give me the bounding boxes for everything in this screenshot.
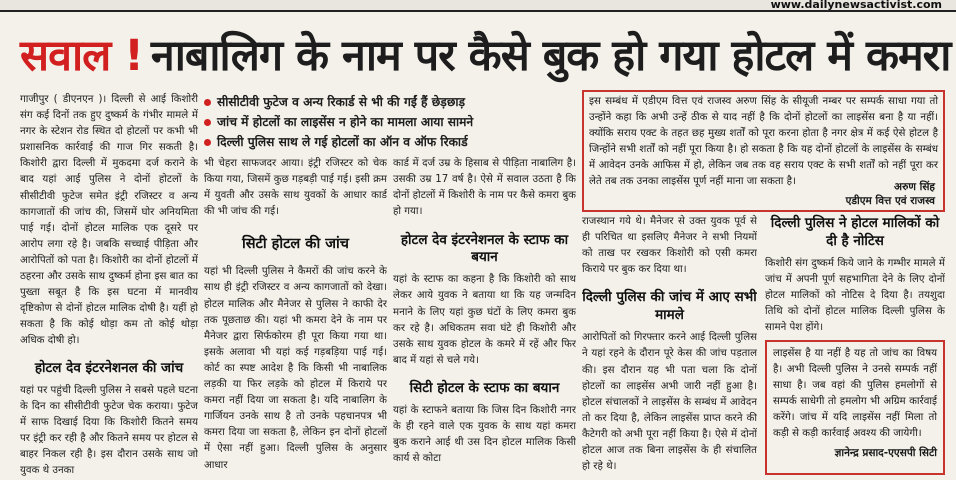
article-column-4	[582, 214, 757, 476]
article-column-5	[765, 214, 945, 336]
col3-subhead: होटल देव इंटरनेशनल के स्टाफ का बयान	[400, 232, 569, 266]
col3-body: यहां के स्टाफ का कहना है कि किशोरी को साथ लेकर आये युवक ने बताया था कि यह जन्मदिन मनाने के लिए यहां कुछ घंटों के लिए कमरा बुक कर रहे है। अधिकतम सवा घंटे ही किशोरी और उसके साथ युवक होटल के कमरे में रहें और फिर बाद में यहां से चले गये।	[393, 274, 576, 366]
col1-subhead: होटल देव इंटरनेशनल की जांच	[34, 359, 184, 376]
col3-lead: कार्ड में दर्ज उम्र के हिसाब से पीड़िता नाबालिग है। उसकी उम्र 17 वर्ष है। ऐसे में सवाल उठता है कि दोनों होटलों में किशोरी के नाम पर कैसे कमरा बुक हो गया।	[393, 158, 576, 218]
headline	[0, 24, 956, 82]
col2-lead: भी चेहरा साफजदर आया। इंट्री रजिस्टर को चेक किया गया, जिसमें कुछ गड़बड़ी पाई गई। इसी क्रम में युवती और उसके साथ युवकों के आधार कार्ड की भी जांच की गई।	[204, 158, 387, 218]
highlight-item	[204, 132, 580, 152]
col3-subhead-2: सिटी होटल के स्टाफ का बयान	[409, 379, 560, 396]
headline-question: सवाल !	[20, 30, 143, 81]
bullet-dot-icon	[204, 139, 211, 146]
adm-quote-text: इस सम्बंध में एडीएम वित्त एवं राजस्व अरुण सिंह के सीयूजी नम्बर पर सम्पर्क साधा गया तो उन्होंने कहा कि अभी उन्हें ठीक से याद नहीं है कि दोनों होटलों का लाइसेंस बना है या नहीं। क्योंकि सराय एक्ट के तहत छह मुख्य शर्तों को पूरा करना होता है नगर क्षेत्र में कई ऐसे होटल है जिन्होंने सभी शर्तों को नहीं पूरा किया है। हो सकता है कि यह दोनों होटलों के लाइसेंस के सम्बंध में आवेदन उनके आफिस में हो, लेकिन जब तक वह सराय एक्ट के सभी शर्तों को नहीं पूरा कर लेते तब तक उनका लाइसेंस पूर्ण नहीं माना जा सकता है।	[589, 96, 938, 188]
highlights-list	[204, 92, 580, 152]
quote-box-adm	[582, 90, 945, 212]
col3-body-2: यहां के स्टाफने बताया कि जिस दिन किशोरी नगर के ही रहने वाले एक युवक के साथ यहां कमरा बुक कराने आई थी उस दिन होटल मालिक किसी कार्य से कोटा	[393, 404, 576, 465]
adm-signature	[846, 180, 935, 208]
asp-quote-text: लाइसेंस है या नहीं है यह तो जांच का विषय है। अभी दिल्ली पुलिस ने उनसे सम्पर्क नहीं साधा है। जब वहां की पुलिस हमलोगों से सम्पर्क साधेगी तो हमलोग भी अग्रिम कार्रवाई करेंगे। जांच में यदि लाइसेंस नहीं मिला तो कड़ी से कड़ी कार्रवाई अवश्य की जायेगी।	[773, 348, 937, 440]
col2-subhead: सिटी होटल की जांच	[242, 236, 349, 253]
bullet-dot-icon	[204, 119, 211, 126]
article-column-3	[393, 156, 576, 476]
col5-subhead: दिल्ली पुलिस ने होटल मालिकों को दी है नोटिस	[770, 215, 940, 249]
highlight-text: जांच में होटलों का लाइसेंस न होने का मामला आया सामने	[217, 115, 474, 129]
col2-body: यहां भी दिल्ली पुलिस ने कैमरों की जांच करने के साथ ही इंट्री रजिस्टर व अन्य कागजातों को देखा। होटल मालिक और मैनेजर से पुलिस ने काफी देर तक पूछताछ की। यहां भी कमरा देने के नाम पर मैनेजर द्वारा सिर्फकोरम ही पूरा किया गया था। इसके अलावा भी यहां कई गड़बड़िया पाई गई। कोर्ट का स्पष्ट आदेश है कि किसी भी नाबालिक लड़की या फिर लड़के को होटल में किराये पर कमरा नहीं दिया जा सकता है। यदि नाबालिग के गार्जियन उनके साथ है तो उनके पहचानपत्र भी कमरा दिया जा सकता है, लेकिन इन दोनों होटलों में ऐसा नहीं हुआ। दिल्ली पुलिस के अनुसार आधार	[204, 266, 387, 471]
highlight-text: सीसीटीवी फुटेज व अन्य रिकार्ड से भी की गईं हैं छेड़छाड़	[217, 95, 466, 109]
adm-name: अरुण सिंह	[894, 181, 935, 193]
article-column-1	[20, 92, 198, 476]
col4-lead: राजस्थान गये थे। मैनेजर से उक्त युवक पूर्व से ही परिचित था इसलिए मैनेजर ने सभी नियमों को ताख पर रखकर किशोरी को एसी कमरा किराये पर बुक कर दिया था।	[582, 216, 757, 276]
asp-signature: ज्ञानेन्द्र प्रसाद-एएसपी सिटी	[834, 446, 937, 459]
adm-title: एडीएम वित्त एवं राजस्व	[845, 195, 935, 207]
article-column-2	[204, 156, 387, 476]
top-strip	[0, 0, 956, 12]
col5-body: किशोरी संग दुष्कर्म किये जाने के गम्भीर मामले में जांच में अपनी पूर्ण सहभागिता देने के लिए दोनों होटल मालिकों को नोटिस दे दिया है। तयशुदा तिथि को दोनों होटल मालिक दिल्ली पुलिस के सामने पेश होंगे।	[765, 258, 945, 334]
site-url: www.dailynewsactivist.com	[770, 0, 942, 11]
highlight-text: दिल्ली पुलिस साथ ले गई होटलों का ऑन व ऑफ रिकार्ड	[217, 135, 468, 149]
highlight-item	[204, 92, 580, 112]
col4-subhead: दिल्ली पुलिस की जांच में आए सभी मामले	[582, 289, 757, 324]
headline-main: नाबालिग के नाम पर कैसे बुक हो गया होटल में कमरा	[150, 30, 951, 81]
col4-body: आरोपितों को गिरफ्तार करने आई दिल्ली पुलिस ने यहां रहने के दौरान पूरे केस की जांच पड़ताल की। इस दौरान यह भी पता चला कि दोनों होटलों का लाइसेंस अभी जारी नहीं हुआ है। होटल संचालकों ने लाइसेंस के सम्बंध में आवेदन तो कर दिया है, लेकिन लाइसेंस प्राप्त करने की कैटेगरी को अभी पूरा नहीं किया है। ऐसे में दोनों होटल आज तक बिना लाइसेंस के ही संचालित हो रहे थे।	[582, 332, 757, 473]
quote-box-asp	[765, 340, 945, 475]
highlight-item	[204, 112, 580, 132]
bullet-dot-icon	[204, 99, 211, 106]
col1-body: यहां पर पहुंची दिल्ली पुलिस ने सबसे पहले घटना के दिन का सीसीटीवी फुटेज चेक कराया। फुटेज में साफ दिखाई दिया कि किशोरी कितने समय पर इंट्री कर रही है और कितने समय पर होटल से बाहर निकल रही है। इस दौरान उसके साथ जो युवक थे उनका	[20, 384, 198, 476]
col1-lead: गाजीपुर ( डीएनएन )। दिल्ली से आई किशोरी संग कई दिनों तक हुए दुष्कर्म के गंभीर मामले में नगर के स्टेशन रोड स्थित दो होटलों पर कभी भी प्रशासनिक कार्रवाई की गाज गिर सकती है। किशोरी द्वारा दिल्ली में मुकदमा दर्ज कराने के बाद यहां आई पुलिस ने दोनों होटलों के सीसीटीवी फुटेज समेत इंट्री रजिस्टर व अन्य कागजातों की जांच की, जिसमें घोर अनियमिता पाई गई। दोनों होटल मालिक एक दूसरे पर आरोप लगा रहे है। जबकि सच्चाई पीड़िता और आरोपितों को पता है। किशोरी का दोनों होटलों में ठहरना और उसके साथ दुष्कर्म होना इस बात का पुख्ता सबूत है कि इस घटना में मानवीय दृष्टिकोण से दोनों होटल मालिक दोषी है। यहीं हो सकता है कि कोई थोड़ा कम तो कोई थोड़ा अधिक दोषी हो।	[20, 94, 198, 347]
